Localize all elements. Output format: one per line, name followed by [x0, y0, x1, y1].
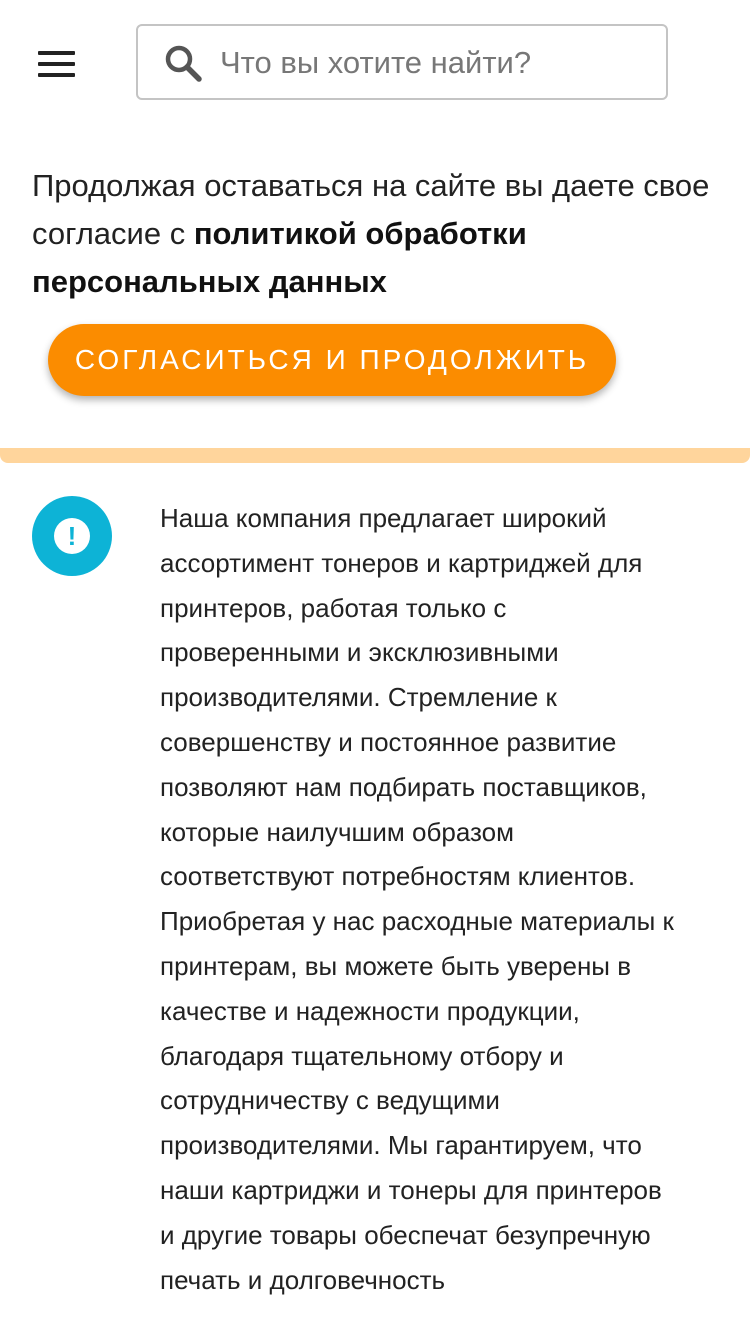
search-input[interactable] [220, 36, 650, 90]
section-divider [0, 448, 750, 463]
agree-and-continue-button[interactable]: СОГЛАСИТЬСЯ И ПРОДОЛЖИТЬ [48, 324, 616, 396]
cookie-consent-banner [32, 162, 712, 306]
company-description: Наша компания предлагает широкий ассортимент тонеров и картриджей для принтеров, работая только с проверенными и эксклюзивными производителями. Стремление к совершенству и постоянное развитие позволяют нам подбирать поставщиков, которые наилучшим образом соответствуют потребностям клиентов. Приобретая у нас расходные материалы к принтерам, вы можете быть уверены в качестве и надежности продукции, благодаря тщательному отбору и сотрудничеству с ведущими производителями. Мы гарантируем, что наши картриджи и тонеры для принтеров и другие товары обеспечат безупречную печать и долговечность [160, 503, 674, 1295]
consent-text-prefix: Продолжая оставаться на сайте вы даете свое согласие с [32, 168, 710, 251]
menu-bar [38, 51, 75, 55]
hamburger-menu-icon[interactable] [38, 51, 75, 78]
info-icon [32, 496, 112, 576]
menu-bar [38, 73, 75, 77]
search-icon[interactable] [164, 44, 204, 84]
header [0, 0, 750, 128]
privacy-policy-link[interactable]: политикой обработки персональных данных [32, 216, 527, 299]
menu-bar [38, 62, 75, 66]
consent-text [32, 162, 712, 306]
exclamation-icon: ! [54, 518, 90, 554]
search-box[interactable] [136, 24, 668, 100]
